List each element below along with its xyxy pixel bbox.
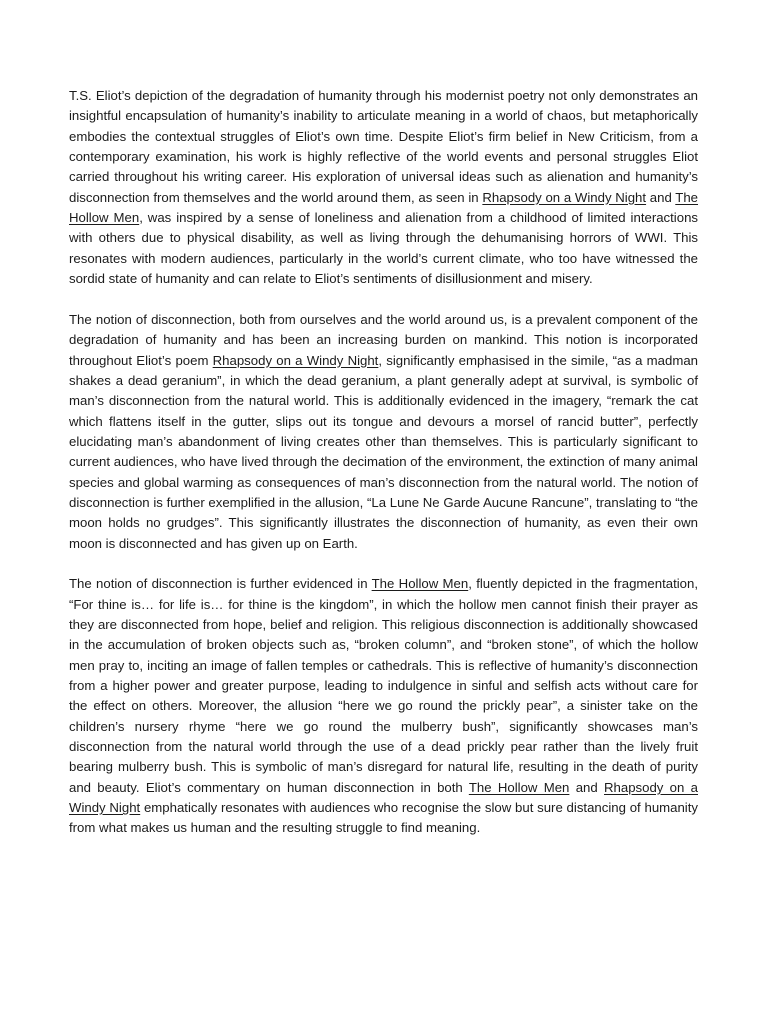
paragraph-1-text-1: T.S. Eliot’s depiction of the degradation of humanity through his modernist poetry not only demonstrates an insightful encapsulation of humanity’s inability to articulate meaning in a world of chaos, but metaphorically embodies the contextual struggles of Eliot’s own time. Despite Eliot’s firm belief in New Criticism, from a contemporary examination, his work is highly reflective of the world events and personal struggles Eliot carried throughout his writing career. His exploration of universal ideas such as alienation and humanity’s disconnection from themselves and the world around them, as seen in [69, 88, 698, 205]
paragraph-2-text-2: , significantly emphasised in the simile, “as a madman shakes a dead geranium”, in which the dead geranium, a plant generally adept at survival, is symbolic of man’s disconnection from the natural world. This is additionally evidenced in the imagery, “remark the cat which flattens itself in the gutter, slips out its tongue and devours a morsel of rancid butter”, perfectly elucidating man’s abandonment of living creates other than themselves. This is particularly significant to current audiences, who have lived through the decimation of the environment, the extinction of many animal species and global warming as consequences of man’s disconnection from the natural world. The notion of disconnection is further exemplified in the allusion, “La Lune Ne Garde Aucune Rancune”, translating to “the moon holds no grudges”. This significantly illustrates the disconnection of humanity, as even their own moon is disconnected and has given up on Earth. [69, 352, 698, 551]
paragraph-1-text-3: , was inspired by a sense of loneliness and alienation from a childhood of limited interactions with others due to physical disability, as well as living through the dehumanising horrors of WWI. This resonates with modern audiences, particularly in the world’s current climate, who too have witnessed the sordid state of humanity and can relate to Eliot’s sentiments of disillusionment and misery. [69, 210, 698, 287]
title-rhapsody-on-a-windy-night: Rhapsody on a Windy Night [69, 779, 698, 816]
paragraph-3-text-1: The notion of disconnection is further evidenced in [69, 576, 372, 592]
paragraph-3-text-4: emphatically resonates with audiences who recognise the slow but sure distancing of humanity from what makes us human and the resulting struggle to find meaning. [69, 800, 698, 836]
title-the-hollow-men: The Hollow Men [69, 189, 699, 226]
title-rhapsody-on-a-windy-night: Rhapsody on a Windy Night [212, 352, 379, 368]
paragraph-3-text-3: and [569, 779, 604, 795]
title-the-hollow-men: The Hollow Men [468, 779, 570, 795]
paragraph-3-text-2: , fluently depicted in the fragmentation, “For thine is… for life is… for thine is the kingdom”, in which the hollow men cannot finish their prayer as they are disconnected from hope, belief and religion. This religious disconnection is additionally showcased in the accumulation of broken objects such as, “broken column”, and “broken stone”, of which the hollow men pray to, inciting an image of fallen temples or cathedrals. This is reflective of humanity’s disconnection from a higher power and greater purpose, leading to indulgence in sinful and selfish acts without care for the effect on others. Moreover, the allusion “here we go round the prickly pear”, a sinister take on the children’s nursery rhyme “here we go round the mulberry bush”, significantly showcases man’s disconnection from the natural world through the use of a dead prickly pear rather than the lively fruit bearing mulberry bush. This is symbolic of man’s disregard for natural life, resulting in the death of purity and beauty. Eliot’s commentary on human disconnection in both [69, 576, 699, 795]
title-the-hollow-men: The Hollow Men [371, 576, 469, 592]
paragraph-3 [69, 574, 698, 838]
paragraph-1 [69, 86, 698, 289]
paragraph-2-text-1: The notion of disconnection, both from ourselves and the world around us, is a prevalent component of the degradation of humanity and has been an increasing burden on mankind. This notion is incorporated throughout Eliot’s poem [69, 311, 698, 368]
essay-body [69, 86, 698, 859]
paragraph-2 [69, 310, 698, 554]
paragraph-1-text-2: and [646, 189, 676, 205]
title-rhapsody-on-a-windy-night: Rhapsody on a Windy Night [482, 189, 647, 205]
